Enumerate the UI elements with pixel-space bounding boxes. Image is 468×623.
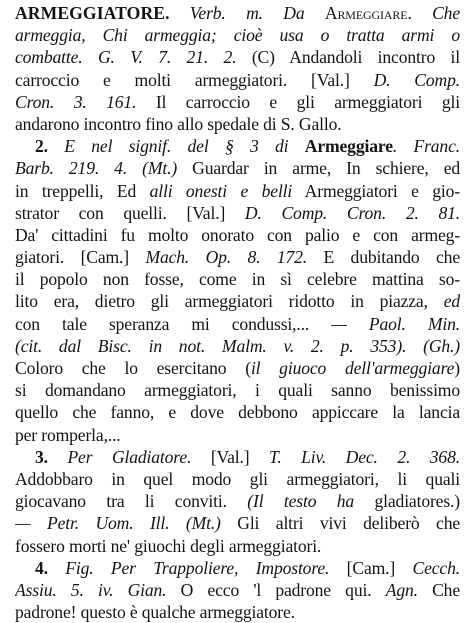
- entry-text-line: [15, 91, 460, 113]
- bold-run: 4.: [35, 557, 66, 578]
- text-run: [Val.]: [191, 446, 270, 467]
- italic-run: D. Comp.: [373, 69, 460, 90]
- bold-run: 3.: [35, 446, 68, 467]
- text-run: giocavano tra li conviti.: [15, 491, 248, 512]
- text-run: Coloro che lo esercitano (: [15, 358, 251, 378]
- entry-text-line: [15, 401, 460, 423]
- italic-run: (Gh.): [406, 335, 460, 356]
- entry-text-line: [15, 224, 460, 246]
- italic-run: Assiu. 5. iv. Gian.: [15, 579, 167, 600]
- headword: ARMEGGIATORE: [15, 3, 166, 23]
- text-run: O ecco 'l padrone qui.: [166, 579, 386, 600]
- text-run: padrone! questo è qualche armeggiatore.: [15, 602, 295, 623]
- entry-text-line: [15, 246, 460, 268]
- text-run: con tale speranza mi condussi,...: [15, 313, 332, 334]
- entry-text-line: [15, 490, 460, 512]
- italic-run: D. Comp. Cron. 2. 81.: [244, 202, 460, 223]
- italic-run: — Paol. Min.: [331, 313, 460, 334]
- italic-run: Barb. 219. 4. (Mt.): [15, 158, 178, 179]
- entry-text-line: [15, 46, 460, 68]
- text-run: E dubitando che: [307, 247, 460, 268]
- entry-text-line: [15, 113, 460, 135]
- text-run: Guardar in arme, In schiere, ed: [177, 158, 460, 179]
- text-run: .: [407, 3, 433, 23]
- entry-text-line: [15, 69, 460, 91]
- entry-text-line: [15, 446, 460, 468]
- entry-text-line: [15, 135, 460, 157]
- italic-run: il giuoco dell'armeggiare: [250, 358, 455, 378]
- text-run: in treppelli, Ed: [15, 180, 150, 201]
- text-run: Da' cittadini fu molto onorato con palio e con armeg-: [15, 224, 460, 245]
- italic-run: Cron. 3. 161.: [15, 91, 137, 112]
- text-run: Che: [417, 579, 460, 600]
- bold-run: 2.: [35, 136, 65, 157]
- entry-text-line: [15, 335, 460, 357]
- entry-text-line: [15, 180, 460, 202]
- text-run: andarono incontro fino allo spedale di S. Gallo.: [15, 113, 342, 134]
- entry-text-line: [15, 313, 460, 335]
- entry-text-line: [15, 268, 460, 290]
- entry-text-line: [15, 24, 460, 46]
- text-run: Addobbaro in quel modo gli armeggiatori, li quali: [15, 468, 460, 489]
- text-run: Gli altri vivi deliberò che: [220, 513, 460, 534]
- italic-run: Fig. Per Trappoliere, Impostore.: [65, 557, 330, 578]
- entry-text-line: [15, 512, 460, 534]
- text-run: il popolo non fosse, come in sì celebre mattina so-: [15, 269, 460, 290]
- entry-text-line: [15, 379, 460, 401]
- italic-run: ed: [443, 291, 460, 312]
- text-run: [Cam.]: [329, 557, 413, 578]
- entry-text-line: [15, 601, 460, 623]
- text-run: ): [454, 358, 460, 378]
- text-run: strator con quelli. [Val.]: [15, 202, 245, 223]
- italic-run: Agn.: [385, 579, 418, 600]
- entry-text-line: [15, 468, 460, 490]
- italic-run: — Petr. Uom. Ill. (Mt.): [15, 513, 221, 534]
- entry-text-line: [15, 157, 460, 179]
- text-run: lito era, dietro gli armeggiatori ridotto in piazza,: [15, 291, 444, 312]
- italic-run: Verb. m. Da: [189, 3, 325, 23]
- text-run: carroccio e molti armeggiatori. [Val.]: [15, 69, 374, 90]
- italic-run: (Il testo ha: [247, 491, 355, 512]
- italic-run: Per Gladiatore.: [67, 446, 192, 467]
- text-run: fossero morti ne' giuochi degli armeggiatori.: [15, 535, 322, 556]
- italic-run: E nel signif. del § 3 di: [64, 136, 305, 157]
- entry-text-line: [15, 424, 460, 446]
- text-run: Armeggiatori e gio-: [292, 180, 460, 201]
- entry-text-line: [15, 2, 460, 24]
- bold-run: Armeggiare: [304, 136, 393, 157]
- bold-run: .: [165, 3, 190, 23]
- entry-text-line: [15, 290, 460, 312]
- entry-text-line: [15, 535, 460, 557]
- entry-text-line: [15, 202, 460, 224]
- italic-run: (cit. dal Bisc. in not. Malm. v. 2. p. 353).: [15, 335, 407, 356]
- entry-text-line: [15, 557, 460, 579]
- dictionary-entry-armeggiatore: [15, 2, 460, 623]
- small-caps-run: Armeggiare: [324, 3, 408, 23]
- italic-run: T. Liv. Dec. 2. 368.: [269, 446, 460, 467]
- text-run: giatori. [Cam.]: [15, 247, 146, 268]
- italic-run: Che: [432, 3, 460, 23]
- italic-run: alli onesti e belli: [149, 180, 293, 201]
- text-run: si domandano armeggiatori, i quali sanno benissimo: [15, 380, 460, 401]
- italic-run: Mach. Op. 8. 172.: [145, 247, 308, 268]
- entry-text-line: [15, 357, 460, 379]
- text-run: quello che fanno, e dove debbono appiccare la lancia: [15, 402, 460, 423]
- italic-run: combatte. G. V. 7. 21. 2.: [15, 47, 237, 68]
- text-run: per romperla,...: [15, 424, 121, 445]
- entry-text-line: [15, 579, 460, 601]
- text-run: gladiatores.): [354, 491, 460, 512]
- italic-run: armeggia, Chi armeggia; cioè usa o tratta armi o: [15, 25, 460, 46]
- text-run: Il carroccio e gli armeggiatori gli: [136, 91, 460, 112]
- italic-run: . Franc.: [392, 136, 460, 157]
- italic-run: Cecch.: [412, 557, 460, 578]
- text-run: (C) Andandoli incontro il: [236, 47, 460, 68]
